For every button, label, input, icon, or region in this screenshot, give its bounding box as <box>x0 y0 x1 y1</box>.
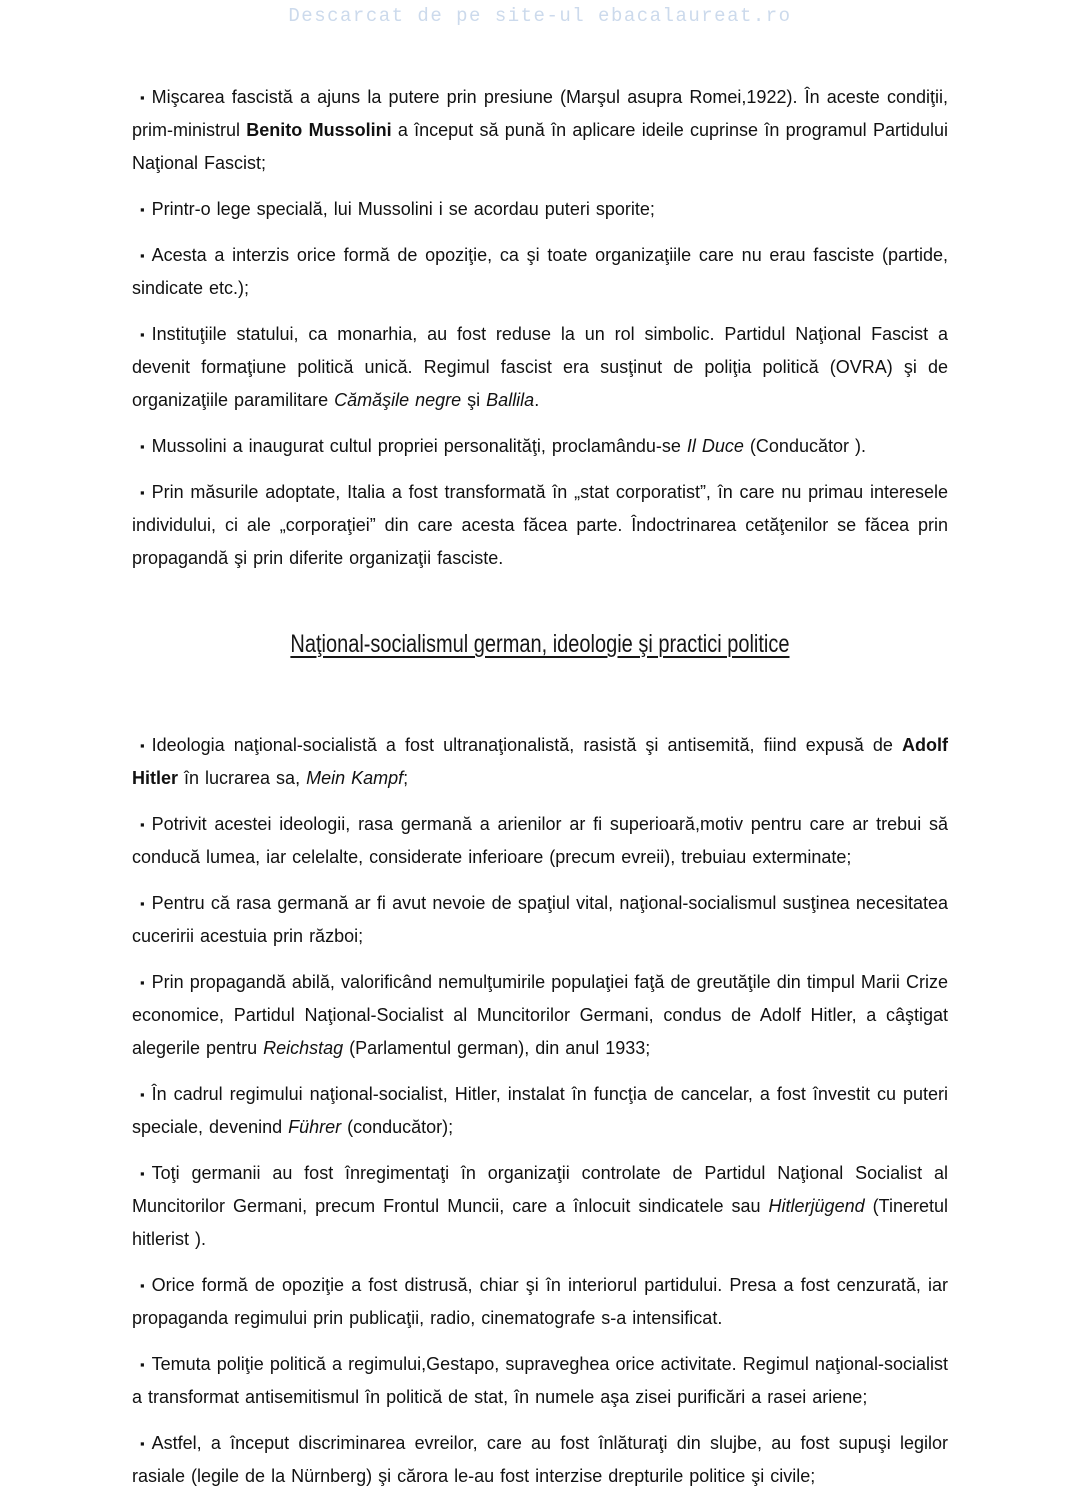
paragraph-text: şi <box>461 390 487 410</box>
paragraph-text-italic: Il Duce <box>686 436 744 456</box>
bullet-paragraph <box>132 1348 948 1414</box>
paragraph-text: Pentru că rasa germană ar fi avut nevoie de spaţiul vital, naţional-socialismul susţinea necesitatea cuceririi acestuia prin război; <box>132 893 948 946</box>
section-heading: Naţional-socialismul german, ideologie şi practici politice <box>290 630 790 658</box>
bullet-paragraph <box>132 1078 948 1144</box>
bullet-icon: ▪ <box>140 975 145 990</box>
paragraph-text: Mişcarea fascistă a ajuns la putere prin presiune (Marşul asupra Romei,1922). În aceste condiţii, prim-ministrul <box>132 87 948 140</box>
bullet-icon: ▪ <box>140 202 145 217</box>
paragraph-text: Orice formă de opoziţie a fost distrusă, chiar şi în interiorul partidului. Presa a fost cenzurată, iar propaganda regimului prin publicaţii, radio, cinematografe s-a intensificat. <box>132 1275 948 1328</box>
bullet-paragraph <box>132 193 948 226</box>
paragraph-text-italic: Ballila <box>486 390 535 410</box>
bullet-icon: ▪ <box>140 485 145 500</box>
bullet-icon: ▪ <box>140 1278 145 1293</box>
paragraph-text: a început să pună în aplicare ideile cuprinse în programul Partidului Naţional Fascist; <box>132 120 948 173</box>
watermark: Descarcat de pe site-ul ebacalaureat.ro <box>288 5 792 27</box>
paragraph-text: Acesta a interzis orice formă de opoziţie, ca şi toate organizaţiile care nu erau fasciste (partide, sindicate etc.); <box>132 245 948 298</box>
bullet-paragraph <box>132 966 948 1065</box>
paragraph-text-italic: Cămăşile negre <box>334 390 462 410</box>
bullet-paragraph <box>132 81 948 180</box>
paragraph-text: ; <box>403 768 409 788</box>
bullet-paragraph <box>132 887 948 953</box>
paragraph-text: Ideologia naţional-socialistă a fost ultranaţionalistă, rasistă şi antisemită, fiind expusă de <box>151 735 903 755</box>
paragraph-text: (conducător); <box>341 1117 454 1137</box>
bullet-paragraph <box>132 318 948 417</box>
bullet-icon: ▪ <box>140 896 145 911</box>
paragraph-text: (Tineretul hitlerist ). <box>132 1196 948 1249</box>
paragraph-text: . <box>534 390 540 410</box>
bullet-icon: ▪ <box>140 90 145 105</box>
paragraph-text: Potrivit acestei ideologii, rasa germană a arienilor ar fi superioară,motiv pentru care ar trebui să conducă lumea, iar celelalte, considerate inferioare (precum evreii), trebuiau exterminate; <box>132 814 948 867</box>
bullet-icon: ▪ <box>140 248 145 263</box>
paragraph-text: Temuta poliţie politică a regimului,Gestapo, supraveghea orice activitate. Regimul naţional-socialist a transformat antisemitismul în politică de stat, în numele aşa zisei purificări a rasei ariene; <box>132 1354 948 1407</box>
bullet-icon: ▪ <box>140 327 145 342</box>
bullet-icon: ▪ <box>140 439 145 454</box>
paragraph-text: Toţi germanii au fost înregimentaţi în organizaţii controlate de Partidul Naţional Socialist al Muncitorilor Germani, precum Frontul Muncii, care a înlocuit sindicatele sau <box>132 1163 948 1216</box>
paragraph-text: în lucrarea sa, <box>178 768 307 788</box>
paragraph-text: Mussolini a inaugurat cultul propriei personalităţi, proclamându-se <box>151 436 687 456</box>
document-content <box>132 81 948 1493</box>
bullet-icon: ▪ <box>140 1087 145 1102</box>
bullet-paragraph <box>132 808 948 874</box>
paragraph-text: (Conducător ). <box>743 436 866 456</box>
bullet-paragraph <box>132 239 948 305</box>
bullet-paragraph <box>132 1427 948 1493</box>
bullet-icon: ▪ <box>140 1357 145 1372</box>
paragraph-text: Printr-o lege specială, lui Mussolini i se acordau puteri sporite; <box>151 199 655 219</box>
bullet-icon: ▪ <box>140 817 145 832</box>
bullet-paragraph <box>132 430 948 463</box>
bullet-paragraph <box>132 1269 948 1335</box>
paragraph-text-bold: Benito Mussolini <box>246 120 392 140</box>
bullet-paragraph <box>132 476 948 575</box>
paragraph-text-italic: Mein Kampf <box>306 768 404 788</box>
bullet-icon: ▪ <box>140 1166 145 1181</box>
bullet-icon: ▪ <box>140 1436 145 1451</box>
paragraph-text: Instituţiile statului, ca monarhia, au fost reduse la un rol simbolic. Partidul Naţional Fascist a devenit formaţiune politică unică. Regimul fascist era susţinut de poliţia politică (OVRA) şi de organizaţiile paramilitare <box>132 324 948 410</box>
paragraph-text-italic: Reichstag <box>263 1038 344 1058</box>
paragraph-text: Prin propagandă abilă, valorificând nemulţumirile populaţiei faţă de greutăţile din timpul Marii Crize economice, Partidul Naţional-Socialist al Muncitorilor Germani, condus de Adolf Hitler, a câştigat alegerile pentru <box>132 972 948 1058</box>
paragraph-text: (Parlamentul german), din anul 1933; <box>343 1038 651 1058</box>
bullet-paragraph <box>132 729 948 795</box>
paragraph-text-bold: Adolf Hitler <box>132 735 948 788</box>
section-heading-row <box>132 630 948 659</box>
paragraph-text: În cadrul regimului naţional-socialist, Hitler, instalat în funcţia de cancelar, a fost învestit cu puteri speciale, devenind <box>132 1084 948 1137</box>
paragraph-text-italic: Hitlerjügend <box>768 1196 865 1216</box>
paragraph-text: Prin măsurile adoptate, Italia a fost transformată în „stat corporatist”, în care nu primau interesele individului, ci ale „corporaţiei” din care acesta făcea parte. Îndoctrinarea cetăţenilor se făcea prin propagandă şi prin diferite organizaţii fasciste. <box>132 482 948 568</box>
bullet-icon: ▪ <box>140 738 145 753</box>
bullet-paragraph <box>132 1157 948 1256</box>
paragraph-text-italic: Führer <box>288 1117 342 1137</box>
paragraph-text: Astfel, a început discriminarea evreilor, care au fost înlăturaţi din slujbe, au fost supuşi legilor rasiale (legile de la Nürnberg) şi cărora le-au fost interzise drepturile politice şi civile; <box>132 1433 948 1486</box>
